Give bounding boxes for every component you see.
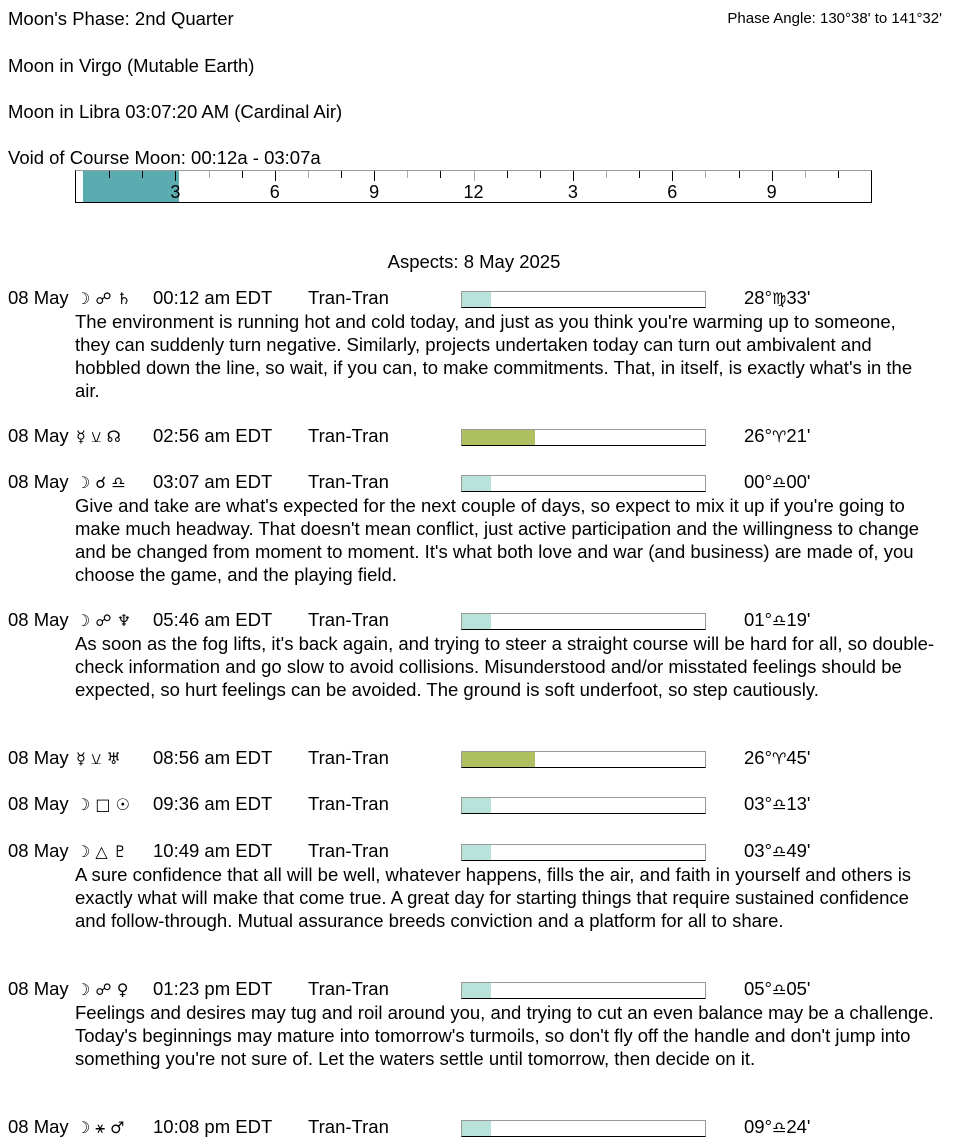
aspect-type: Tran-Tran [308,1116,389,1137]
aspect-type: Tran-Tran [308,471,389,492]
position-minutes: 05' [786,978,811,999]
position-minutes: 33' [786,287,811,308]
timeline-tick-label: 6 [269,182,280,202]
position-degrees: 03° [744,840,772,861]
position-degrees: 09° [744,1116,772,1137]
void-of-course-bar [83,171,180,202]
aspect-strength-bar [461,844,706,861]
timeline-tick [507,171,508,178]
aspect-strength-bar [461,982,706,999]
aspect-glyphs-icon: ☽ ☍ ♄ [76,289,132,308]
aspect-position [744,1116,810,1138]
aspect-description: The environment is running hot and cold today, and just as you think you're warming up to someone, they can suddenly turn negative. Similarly, projects undertaken today can turn out ambivalent and hobbled down the line, so wait, if you can, to make commitments. That, in itself, is exactly what's in the air. [75,311,913,401]
timeline-tick [440,171,441,178]
aspect-position [744,425,810,447]
aspect-glyphs-icon: ☽ ☍ ♆ [76,611,132,630]
aspect-strength-bar [461,291,706,308]
position-minutes: 21' [786,425,811,446]
void-of-course-timeline [75,170,872,203]
timeline-tick [739,171,740,178]
aspect-strength-fill [462,798,491,813]
aspect-row [8,747,948,769]
aspect-strength-bar [461,429,706,446]
aspect-position [744,747,810,769]
position-degrees: 00° [744,471,772,492]
aspect-type: Tran-Tran [308,793,389,814]
aspect-strength-bar [461,475,706,492]
timeline-tick [639,171,640,178]
timeline-tick [474,171,475,181]
aspect-strength-fill [462,292,491,307]
timeline-tick [308,171,309,178]
aspect-glyphs-icon: ☽ ⚹ ♂ [76,1118,125,1137]
position-degrees: 26° [744,425,772,446]
aspect-strength-bar [461,613,706,630]
aspect-header [8,471,948,493]
aspect-header [8,425,948,447]
aspect-row [8,287,948,402]
timeline-tick-label: 3 [170,182,181,202]
timeline-tick [805,171,806,178]
aspect-date: 08 May [8,425,69,446]
aspect-position [744,840,810,862]
timeline-tick [109,171,110,178]
aspect-strength-fill [462,983,491,998]
aspect-type: Tran-Tran [308,425,389,446]
aspect-time: 00:12 am EDT [153,287,273,308]
aspect-description: As soon as the fog lifts, it's back again, and trying to steer a straight course will be hard for all, so double-check information and go slow to avoid collisions. Misunderstood and/or misstated feelings should be expected, so hurt feelings can be avoided. The ground is soft underfoot, so step cautiously. [75,633,935,700]
timeline-tick [407,171,408,178]
aspect-glyphs-icon: ☽ ☌ ♎ [76,473,126,492]
aspect-time: 10:49 am EDT [153,840,273,861]
position-minutes: 00' [786,471,811,492]
aspect-date: 08 May [8,287,69,308]
timeline-tick [705,171,706,178]
zodiac-sign-icon: ♈ [771,749,787,768]
aspect-description: Give and take are what's expected for the next couple of days, so expect to mix it up if you're going to make much headway. That doesn't mean conflict, just active participation and the willingness to change and be changed from moment to moment. It's what both love and war (and business) are made of, you choose the game, and the playing field. [75,495,920,585]
aspect-time: 01:23 pm EDT [153,978,273,999]
aspect-glyphs-icon: ☿ ⚺ ☊ [76,427,121,446]
aspect-row [8,1116,948,1138]
moon-ingress: Moon in Libra 03:07:20 AM (Cardinal Air) [8,101,343,122]
aspect-strength-bar [461,1120,706,1137]
aspect-strength-fill [462,614,491,629]
aspect-position [744,793,810,815]
zodiac-sign-icon: ♎ [771,1118,787,1137]
timeline-tick-label: 12 [463,182,484,202]
position-minutes: 24' [786,1116,811,1137]
aspect-row [8,609,948,701]
aspect-type: Tran-Tran [308,609,389,630]
aspect-strength-bar [461,751,706,768]
zodiac-sign-icon: ♎ [771,842,787,861]
timeline-tick-label: 6 [667,182,678,202]
position-degrees: 03° [744,793,772,814]
zodiac-sign-icon: ♎ [771,980,787,999]
aspect-strength-fill [462,476,491,491]
position-degrees: 01° [744,609,772,630]
position-minutes: 45' [786,747,811,768]
timeline-tick [275,171,276,181]
aspect-date: 08 May [8,978,69,999]
timeline-tick-label: 9 [766,182,777,202]
aspect-glyphs-icon: ☿ ⚺ ♅ [76,749,121,768]
aspect-header [8,287,948,309]
position-minutes: 49' [786,840,811,861]
timeline-tick [209,171,210,178]
aspect-glyphs-icon: ☽ △ ♇ [76,842,128,861]
aspect-time: 08:56 am EDT [153,747,273,768]
timeline-tick [341,171,342,178]
aspect-description: A sure confidence that all will be well, whatever happens, fills the air, and faith in yourself and others is exactly what will make that come true. A great day for starting things that require sustained confidence and follow-through. Mutual assurance breeds conviction and a platform for all to share. [75,864,912,931]
position-degrees: 28° [744,287,772,308]
aspect-row [8,793,948,815]
aspect-description: Feelings and desires may tug and roil around you, and trying to cut an even balance may be a challenge. Today's beginnings may mature into tomorrow's turmoils, so don't fly off the handle and don't jump into something you're not sure of. Let the waters settle until tomorrow, then decide on it. [75,1002,934,1069]
timeline-tick [175,171,176,181]
aspect-position [744,978,810,1000]
aspect-type: Tran-Tran [308,287,389,308]
aspect-row [8,840,948,932]
aspect-strength-fill [462,430,535,445]
aspect-time: 02:56 am EDT [153,425,273,446]
aspect-time: 05:46 am EDT [153,609,273,630]
aspect-header [8,1116,948,1138]
aspect-row [8,471,948,586]
zodiac-sign-icon: ♎ [771,795,787,814]
aspect-date: 08 May [8,747,69,768]
aspect-position [744,471,810,493]
aspect-date: 08 May [8,840,69,861]
aspect-type: Tran-Tran [308,978,389,999]
phase-angle: Phase Angle: 130°38' to 141°32' [727,10,942,27]
timeline-tick [606,171,607,178]
aspect-header [8,978,948,1000]
timeline-tick [838,171,839,178]
timeline-tick [672,171,673,181]
aspect-type: Tran-Tran [308,747,389,768]
aspect-date: 08 May [8,609,69,630]
position-degrees: 26° [744,747,772,768]
timeline-tick-label: 3 [567,182,578,202]
position-minutes: 13' [786,793,811,814]
aspect-glyphs-icon: ☽ □ ☉ [76,795,130,814]
aspect-time: 03:07 am EDT [153,471,273,492]
void-of-course: Void of Course Moon: 00:12a - 03:07a [8,147,321,168]
aspect-strength-bar [461,797,706,814]
timeline-tick [772,171,773,181]
aspect-date: 08 May [8,793,69,814]
aspect-date: 08 May [8,1116,69,1137]
aspect-position [744,287,810,309]
position-minutes: 19' [786,609,811,630]
timeline-tick [142,171,143,178]
zodiac-sign-icon: ♍ [771,289,787,308]
timeline-tick [242,171,243,178]
moon-phase: Moon's Phase: 2nd Quarter [8,8,234,29]
aspect-header [8,609,948,631]
aspect-strength-fill [462,752,535,767]
zodiac-sign-icon: ♎ [771,473,787,492]
aspect-position [744,609,810,631]
aspect-type: Tran-Tran [308,840,389,861]
aspect-time: 09:36 am EDT [153,793,273,814]
aspect-row [8,978,948,1070]
aspect-date: 08 May [8,471,69,492]
timeline-tick [540,171,541,178]
aspect-header [8,747,948,769]
aspect-strength-fill [462,845,491,860]
timeline-tick [573,171,574,181]
aspect-header [8,793,948,815]
zodiac-sign-icon: ♎ [771,611,787,630]
zodiac-sign-icon: ♈ [771,427,787,446]
aspect-glyphs-icon: ☽ ☍ ♀ [76,980,129,999]
aspect-header [8,840,948,862]
aspects-title: Aspects: 8 May 2025 [387,251,561,272]
timeline-tick [374,171,375,181]
moon-sign: Moon in Virgo (Mutable Earth) [8,55,255,76]
aspect-strength-fill [462,1121,491,1136]
position-degrees: 05° [744,978,772,999]
aspect-row [8,425,948,447]
timeline-tick-label: 9 [369,182,380,202]
aspect-time: 10:08 pm EDT [153,1116,273,1137]
